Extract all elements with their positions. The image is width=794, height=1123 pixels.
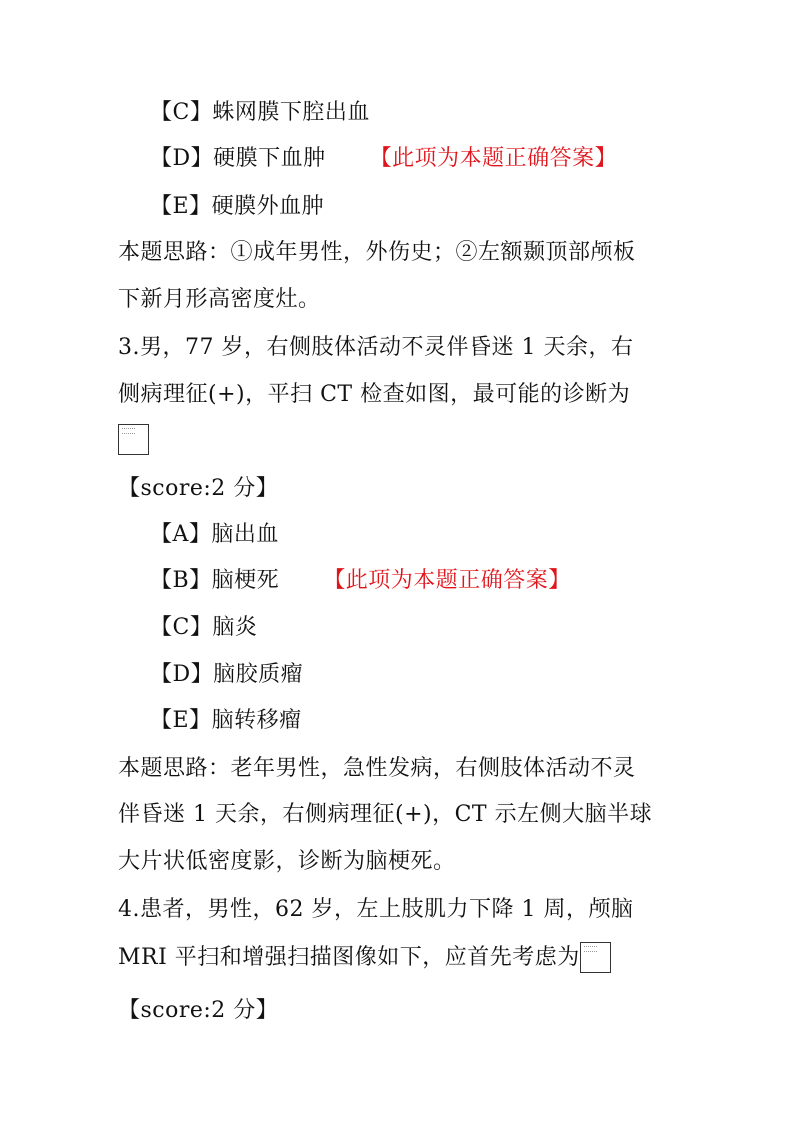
question-stem-line: 3.男，77 岁，右侧肢体活动不灵伴昏迷 1 天余，右	[118, 335, 634, 360]
analysis-line: 下新月形高密度灶。	[118, 287, 321, 312]
question-stem-line: 4.患者，男性，62 岁，左上肢肌力下降 1 周，颅脑	[118, 897, 634, 922]
option-c	[150, 613, 257, 643]
score-label: 【score:2 分】	[118, 476, 279, 501]
option-text: 蛛网膜下腔出血	[212, 100, 370, 125]
analysis-line: 伴昏迷 1 天余，右侧病理征(+)，CT 示左侧大脑半球	[118, 802, 653, 827]
option-d	[150, 144, 617, 174]
question-image-placeholder	[580, 942, 611, 973]
score-label: 【score:2 分】	[118, 998, 279, 1023]
question-image-line	[118, 424, 149, 457]
option-key: 【B】	[150, 568, 212, 593]
question-stem-line	[118, 942, 611, 973]
option-text: 脑梗死	[211, 568, 280, 593]
option-text: 脑转移瘤	[211, 708, 302, 733]
correct-answer-marker: 【此项为本题正确答案】	[323, 568, 571, 593]
option-a	[150, 520, 279, 550]
option-key: 【E】	[150, 708, 212, 733]
analysis-line: 大片状低密度影，诊断为脑梗死。	[118, 849, 456, 874]
option-text: 硬膜下血肿	[213, 146, 326, 171]
option-text: 脑出血	[211, 522, 279, 547]
option-e	[150, 192, 324, 222]
option-e	[150, 706, 302, 736]
option-text: 脑胶质瘤	[213, 662, 304, 687]
option-key: 【C】	[150, 615, 213, 640]
option-d	[150, 660, 303, 690]
question-stem-text: MRI 平扫和增强扫描图像如下，应首先考虑为	[118, 945, 580, 970]
question-image-placeholder	[118, 424, 149, 455]
option-key: 【C】	[150, 100, 213, 125]
option-key: 【D】	[150, 662, 214, 687]
option-key: 【D】	[150, 146, 214, 171]
correct-answer-marker: 【此项为本题正确答案】	[369, 146, 618, 171]
analysis-line: 本题思路：①成年男性，外伤史；②左额颞顶部颅板	[118, 240, 636, 265]
option-key: 【E】	[150, 194, 212, 219]
option-b	[150, 566, 571, 596]
option-key: 【A】	[150, 522, 212, 547]
question-stem-line: 侧病理征(+)，平扫 CT 检查如图，最可能的诊断为	[118, 382, 631, 407]
option-text: 脑炎	[212, 615, 258, 640]
option-text: 硬膜外血肿	[211, 194, 325, 219]
analysis-line: 本题思路：老年男性，急性发病，右侧肢体活动不灵	[118, 756, 636, 781]
option-c	[150, 98, 370, 128]
